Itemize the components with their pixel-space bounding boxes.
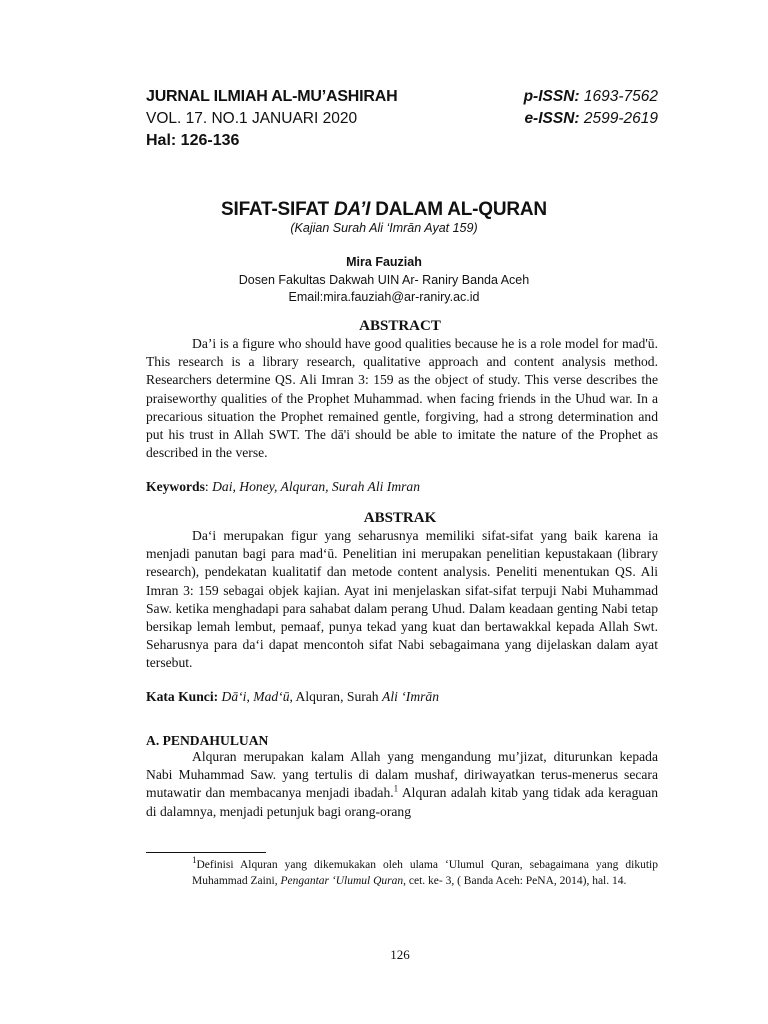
section-heading: A. PENDAHULUAN xyxy=(146,733,269,748)
keywords xyxy=(146,478,666,496)
section-body xyxy=(146,748,658,821)
article-subtitle: (Kajian Surah Ali ‘Imrān Ayat 159) xyxy=(290,221,478,235)
footnote-part-1: Definisi Alquran yang dikemukakan oleh ulama ‘Ulumul Quran, sebagaimana yang dikutip Muhammad Zaini, xyxy=(192,859,658,887)
issn-block xyxy=(524,86,658,130)
abstrak-text xyxy=(146,527,658,673)
footnote-book-title: Pengantar ‘Ulumul Quran xyxy=(280,875,404,887)
kata-kunci-term-2: Mad‘ū xyxy=(253,689,290,704)
footnote-text xyxy=(146,857,658,889)
p-issn xyxy=(524,86,658,108)
footnote-part-2: , cet. ke- 3, ( Banda Aceh: PeNA, 2014), hal. 14. xyxy=(403,875,627,887)
abstract-text xyxy=(146,335,658,462)
abstract-heading: ABSTRACT xyxy=(359,318,441,334)
abstrak-heading: ABSTRAK xyxy=(363,510,437,526)
page-number: 126 xyxy=(390,947,410,962)
kata-kunci-term-1: Dā‘i xyxy=(221,689,247,704)
section-text-2: Alquran adalah kitab yang tidak ada keraguan di dalamnya, menjadi petunjuk bagi orang-orang xyxy=(146,785,658,819)
e-issn-label: e-ISSN: xyxy=(524,110,580,127)
title-part-2: DA’I xyxy=(334,199,371,220)
keywords-separator: : xyxy=(204,479,213,494)
footnote-reference: 1 xyxy=(393,783,399,794)
title-part-1: SIFAT-SIFAT xyxy=(221,199,335,220)
kata-kunci-label: Kata Kunci: xyxy=(146,689,219,704)
keywords-list: Dai, Honey, Alquran, Surah Ali Imran xyxy=(212,479,421,494)
journal-volume: VOL. 17. NO.1 JANUARI 2020 xyxy=(146,110,358,127)
journal-pages: Hal: 126-136 xyxy=(146,132,240,149)
author-name: Mira Fauziah xyxy=(346,255,422,269)
author-affiliation: Dosen Fakultas Dakwah UIN Ar- Raniry Banda Aceh xyxy=(238,273,530,287)
p-issn-value: 1693-7562 xyxy=(583,88,658,105)
kata-kunci-sep-1: , xyxy=(246,689,254,704)
footnote xyxy=(146,857,658,889)
kata-kunci-term-3: Ali ‘Imrān xyxy=(382,689,440,704)
kata-kunci xyxy=(146,688,666,706)
e-issn-value: 2599-2619 xyxy=(583,110,658,127)
author-email: Email:mira.fauziah@ar-raniry.ac.id xyxy=(288,290,480,304)
kata-kunci-mid: , Alquran, Surah xyxy=(289,689,383,704)
abstrak-paragraph: Da‘i merupakan figur yang seharusnya memiliki sifat-sifat yang baik karena ia menjadi panutan bagi para mad‘ū. Penelitian ini merupakan penelitian kepustakaan (library research), pendekatan kualitatif dan metode content analysis. Peneliti menentukan QS. Ali Imran 3: 159 sebagai objek kajian. Ayat ini menjelaskan sifat-sifat terpuji Nabi Muhammad Saw. ketika menghadapi para sahabat dalam perang Uhud. Dalam keadaan genting Nabi tetap bersikap lemah lembut, pemaaf, punya tekad yang kuat dan bertawakkal kepada Allah Swt. Seharusnya para da‘i dapat mencontoh sifat Nabi sebagaimana yang dijelaskan dalam ayat tersebut. xyxy=(146,528,658,671)
footnote-number: 1 xyxy=(192,855,197,866)
journal-name: JURNAL ILMIAH AL-MU’ASHIRAH xyxy=(146,88,398,105)
p-issn-label: p-ISSN: xyxy=(523,88,580,105)
article-title xyxy=(0,199,768,221)
footnote-divider xyxy=(146,852,266,853)
e-issn xyxy=(524,108,658,130)
title-part-3: DALAM AL-QURAN xyxy=(370,199,547,220)
abstract-paragraph: Da’i is a figure who should have good qualities because he is a role model for mad'ū. This research is a library research, qualitative approach and content analysis method. Researchers determine QS. Ali Imran 3: 159 as the object of study. This verse describes the praiseworthy qualities of the Prophet Muhammad. when facing friends in the Uhud war. In a precarious situation the Prophet remained gentle, forgiving, had a strong determination and put his trust in Allah SWT. The dā'i should be able to imitate the nature of the Prophet as described in the verse. xyxy=(146,336,658,461)
keywords-label: Keywords xyxy=(146,479,205,494)
journal-header xyxy=(146,86,397,152)
section-paragraph xyxy=(146,748,658,821)
section-text-1: Alquran merupakan kalam Allah yang mengandung mu’jizat, diturunkan kepada Nabi Muhammad Saw. yang tertulis di dalam mushaf, diriwayatkan terus-menerus secara mutawatir dan membacanya menjadi ibadah. xyxy=(146,749,658,801)
